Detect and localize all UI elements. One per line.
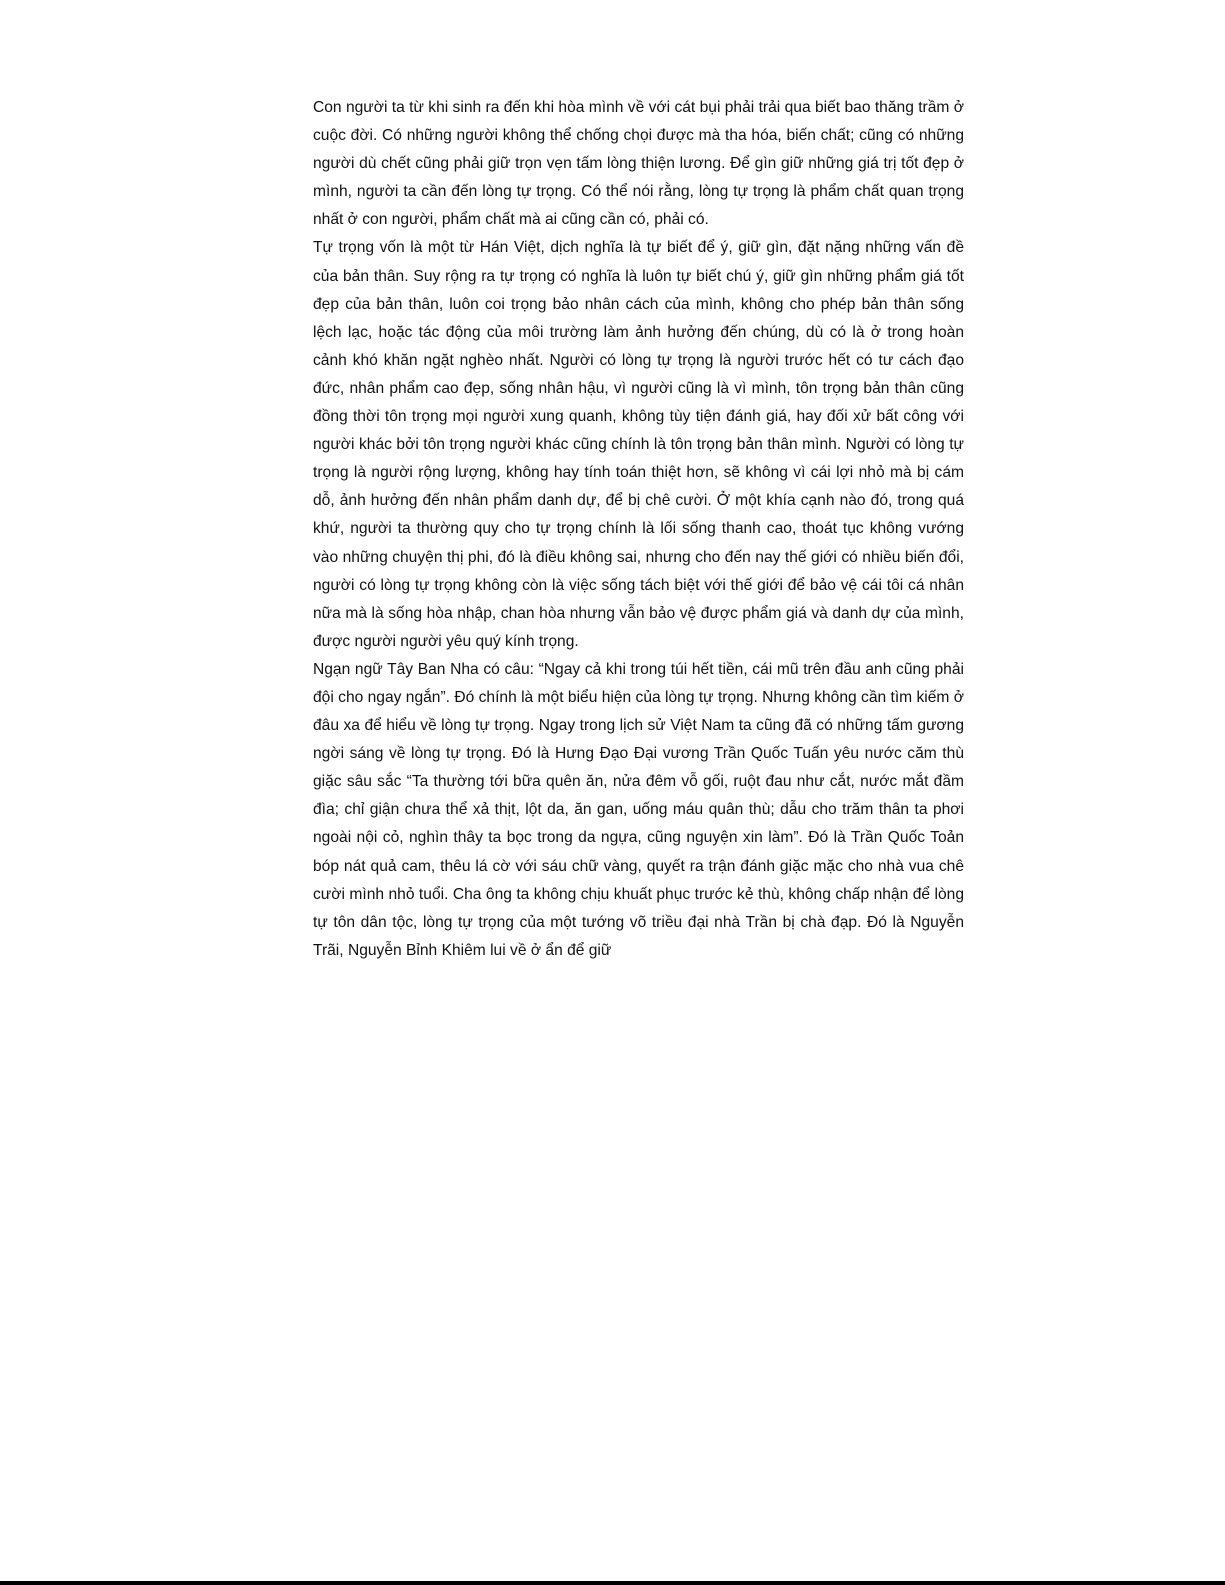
paragraph-definition: Tự trọng vốn là một từ Hán Việt, dịch nghĩa là tự biết để ý, giữ gìn, đặt nặng những vấn đề của bản thân. Suy rộng ra tự trọng có nghĩa là luôn tự biết chú ý, giữ gìn những phẩm giá tốt đẹp của bản thân, luôn coi trọng bảo nhân cách của mình, không cho phép bản thân sống lệch lạc, hoặc tác động của môi trường làm ảnh hưởng đến chúng, dù có là ở trong hoàn cảnh khó khăn ngặt nghèo nhất. Người có lòng tự trọng là người trước hết có tư cách đạo đức, nhân phẩm cao đẹp, sống nhân hậu, vì người cũng là vì mình, tôn trọng bản thân cũng đồng thời tôn trọng mọi người xung quanh, không tùy tiện đánh giá, hay đối xử bất công với người khác bởi tôn trọng người khác cũng chính là tôn trọng bản thân mình. Người có lòng tự trọng là người rộng lượng, không hay tính toán thiệt hơn, sẽ không vì cái lợi nhỏ mà bị cám dỗ, ảnh hưởng đến nhân phẩm danh dự, để bị chê cười. Ở một khía cạnh nào đó, trong quá khứ, người ta thường quy cho tự trọng chính là lối sống thanh cao, thoát tục không vướng vào những chuyện thị phi, đó là điều không sai, nhưng cho đến nay thế giới có nhiều biến đổi, người có lòng tự trọng không còn là việc sống tách biệt với thế giới để bảo vệ cái tôi cá nhân nữa mà là sống hòa nhập, chan hòa nhưng vẫn bảo vệ được phẩm giá và danh dự của mình, được người người yêu quý kính trọng. bbox=[313, 239, 964, 650]
bottom-border-line bbox=[0, 1581, 1225, 1585]
document-body bbox=[313, 94, 964, 965]
paragraph-examples: Ngạn ngữ Tây Ban Nha có câu: “Ngay cả khi trong túi hết tiền, cái mũ trên đầu anh cũng phải đội cho ngay ngắn”. Đó chính là một biểu hiện của lòng tự trọng. Nhưng không cần tìm kiếm ở đâu xa để hiểu về lòng tự trọng. Ngay trong lịch sử Việt Nam ta cũng đã có những tấm gương ngời sáng về lòng tự trọng. Đó là Hưng Đạo Đại vương Trần Quốc Tuấn yêu nước căm thù giặc sâu sắc “Ta thường tới bữa quên ăn, nửa đêm vỗ gối, ruột đau như cắt, nước mắt đầm đìa; chỉ giận chưa thể xả thịt, lột da, ăn gan, uống máu quân thù; dẫu cho trăm thân ta phơi ngoài nội cỏ, nghìn thây ta bọc trong da ngựa, cũng nguyện xin làm”. Đó là Trần Quốc Toản bóp nát quả cam, thêu lá cờ với sáu chữ vàng, quyết ra trận đánh giặc mặc cho nhà vua chê cười mình nhỏ tuổi. Cha ông ta không chịu khuất phục trước kẻ thù, không chấp nhận để lòng tự tôn dân tộc, lòng tự trọng của một tướng võ triều đại nhà Trần bị chà đạp. Đó là Nguyễn Trãi, Nguyễn Bỉnh Khiêm lui về ở ẩn để giữ bbox=[313, 660, 964, 959]
paragraph-intro: Con người ta từ khi sinh ra đến khi hòa mình về với cát bụi phải trải qua biết bao thăng trầm ở cuộc đời. Có những người không thể chống chọi được mà tha hóa, biến chất; cũng có những người dù chết cũng phải giữ trọn vẹn tấm lòng thiện lương. Để gìn giữ những giá trị tốt đẹp ở mình, người ta cần đến lòng tự trọng. Có thể nói rằng, lòng tự trọng là phẩm chất quan trọng nhất ở con người, phẩm chất mà ai cũng cần có, phải có. bbox=[313, 99, 964, 229]
